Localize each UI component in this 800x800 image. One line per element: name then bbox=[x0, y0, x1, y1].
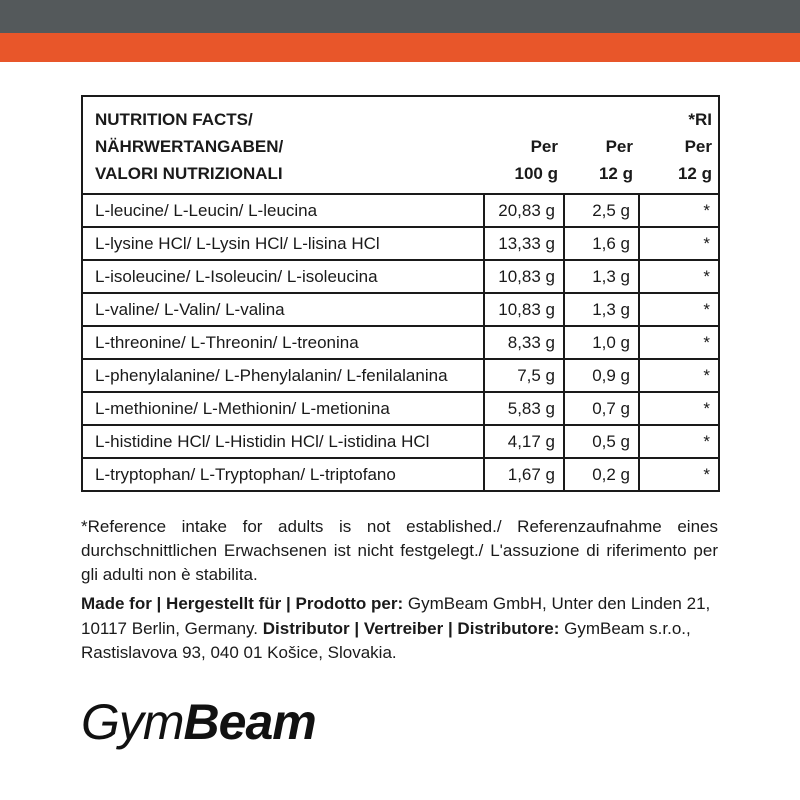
nutrient-name: L-isoleucine/ L-Isoleucin/ L-isoleucina bbox=[82, 260, 484, 293]
col-header-line: 12 g bbox=[598, 164, 633, 183]
value-per-100g: 8,33 g bbox=[484, 326, 564, 359]
value-per-12g: 0,2 g bbox=[564, 458, 639, 491]
orange-accent-bar bbox=[0, 33, 800, 62]
footnote-text: *Reference intake for adults is not established./ Referenzaufnahme eines durchschnittlichen Erwachsenen ist nicht festgelegt./ L'assuzione di riferimento per gli adulti non è stabilita. bbox=[81, 517, 718, 584]
value-ri: * bbox=[639, 260, 719, 293]
value-per-100g: 10,83 g bbox=[484, 293, 564, 326]
value-ri: * bbox=[639, 326, 719, 359]
value-per-12g: 2,5 g bbox=[564, 194, 639, 227]
nutrient-name: L-phenylalanine/ L-Phenylalanin/ L-fenilalanina bbox=[82, 359, 484, 392]
value-per-100g: 1,67 g bbox=[484, 458, 564, 491]
manufacturer-info bbox=[81, 592, 718, 666]
value-per-12g: 0,9 g bbox=[564, 359, 639, 392]
value-per-100g: 5,83 g bbox=[484, 392, 564, 425]
value-per-100g: 13,33 g bbox=[484, 227, 564, 260]
title-line: VALORI NUTRIZIONALI bbox=[95, 164, 283, 183]
value-per-100g: 20,83 g bbox=[484, 194, 564, 227]
nutrient-name: L-valine/ L-Valin/ L-valina bbox=[82, 293, 484, 326]
reference-intake-footnote bbox=[81, 515, 718, 587]
nutrient-name: L-lysine HCl/ L-Lysin HCl/ L-lisina HCl bbox=[82, 227, 484, 260]
table-row bbox=[82, 425, 719, 458]
made-for-text: GymBeam GmbH, Unter den Linden 21, 10117 Berlin, Germany. bbox=[81, 594, 711, 638]
distributor-text: GymBeam s.r.o., Rastislavova 93, 040 01 Košice, Slovakia. bbox=[81, 618, 691, 662]
col-header-per-12g bbox=[564, 96, 639, 194]
gymbeam-logo bbox=[81, 692, 316, 752]
value-ri: * bbox=[639, 227, 719, 260]
col-header-line: Per bbox=[530, 137, 558, 156]
value-per-12g: 1,6 g bbox=[564, 227, 639, 260]
nutrient-name: L-threonine/ L-Threonin/ L-treonina bbox=[82, 326, 484, 359]
table-title bbox=[82, 96, 484, 194]
value-ri: * bbox=[639, 425, 719, 458]
value-ri: * bbox=[639, 293, 719, 326]
col-header-per-100g bbox=[484, 96, 564, 194]
top-gray-bar bbox=[0, 0, 800, 33]
table-row bbox=[82, 326, 719, 359]
value-per-100g: 7,5 g bbox=[484, 359, 564, 392]
nutrition-facts-table bbox=[81, 95, 720, 492]
col-header-line: Per bbox=[684, 137, 712, 156]
nutrient-name: L-leucine/ L-Leucin/ L-leucina bbox=[82, 194, 484, 227]
col-header-line: 12 g bbox=[677, 164, 712, 183]
value-ri: * bbox=[639, 392, 719, 425]
value-ri: * bbox=[639, 359, 719, 392]
value-ri: * bbox=[639, 458, 719, 491]
table-header-row bbox=[82, 96, 719, 194]
col-header-line: 100 g bbox=[514, 164, 558, 183]
title-line: NUTRITION FACTS/ bbox=[95, 110, 253, 129]
nutrient-name: L-methionine/ L-Methionin/ L-metionina bbox=[82, 392, 484, 425]
title-line: NÄHRWERTANGABEN/ bbox=[95, 137, 284, 156]
nutrient-name: L-tryptophan/ L-Tryptophan/ L-triptofano bbox=[82, 458, 484, 491]
value-per-12g: 1,3 g bbox=[564, 293, 639, 326]
value-per-12g: 0,7 g bbox=[564, 392, 639, 425]
table-row bbox=[82, 392, 719, 425]
col-header-line: Per bbox=[605, 137, 633, 156]
table-row bbox=[82, 359, 719, 392]
value-per-100g: 10,83 g bbox=[484, 260, 564, 293]
value-per-12g: 0,5 g bbox=[564, 425, 639, 458]
table-row bbox=[82, 227, 719, 260]
table-row bbox=[82, 458, 719, 491]
made-for-label: Made for | Hergestellt für | Prodotto per: bbox=[81, 594, 404, 613]
distributor-label: Distributor | Vertreiber | Distributore: bbox=[262, 618, 560, 638]
nutrient-name: L-histidine HCl/ L-Histidin HCl/ L-istidina HCl bbox=[82, 425, 484, 458]
value-per-12g: 1,0 g bbox=[564, 326, 639, 359]
col-header-ri-per-12g bbox=[639, 96, 719, 194]
logo-part-gym: Gym bbox=[81, 694, 184, 750]
value-per-12g: 1,3 g bbox=[564, 260, 639, 293]
table-row bbox=[82, 260, 719, 293]
col-header-line: *RI bbox=[688, 110, 712, 129]
value-per-100g: 4,17 g bbox=[484, 425, 564, 458]
table-row bbox=[82, 194, 719, 227]
table-row bbox=[82, 293, 719, 326]
value-ri: * bbox=[639, 194, 719, 227]
logo-part-beam: Beam bbox=[183, 694, 316, 750]
